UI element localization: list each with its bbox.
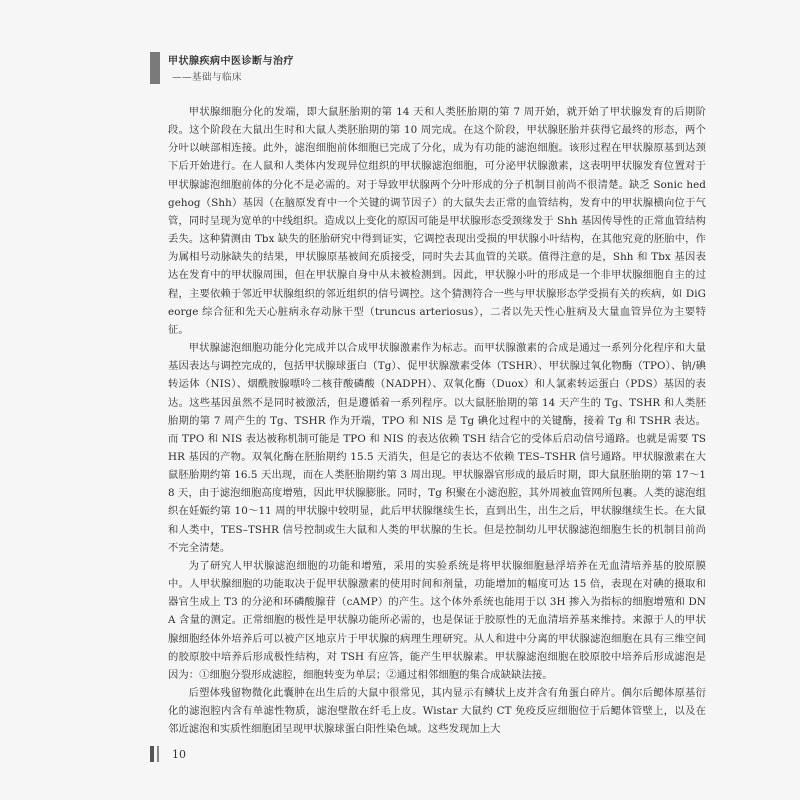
paragraph-4: 后塑体残留物微化此囊肿在出生后的大鼠中很常见，其内显示有鳞状上皮并含有角蛋白碎片。偶尔后鳃体原基衍化的滤泡腔内含有单滤性物质，滤泡壁散在纤毛上皮。Wistar 大鼠约 CT 免疫反应细胞位于后鳃体管壁上，以及在邻近滤泡和实质性细胞团呈现甲状腺球蛋白阳性染色域。这些发现加上大 [168,687,706,736]
paragraph-1: 甲状腺细胞分化的发端，即大鼠胚胎期的第 14 天和人类胚胎期的第 7 周开始，就开始了甲状腺发育的后期阶段。这个阶段在大鼠出生时和大鼠人类胚胎期的第 10 周完成。在这个阶段，甲状腺胚胎并获得它最终的形态，两个分叶以峡部相连接。此外，滤泡细胞前体细胞已完成了分化，成为有功能的滤泡细胞。该形过程在甲状腺原基到达颈下后开始进行。在人鼠和人类体内发现异位组织的甲状腺滤泡细胞，可分泌甲状腺激素，这表明甲状腺发育位置对于甲状腺滤泡细胞前体的分化不是必需的。对于导致甲状腺两个分叶形成的分子机制目前尚不很清楚。缺乏 Sonic hedgehog（Shh）基因（在脑原发育中一个关键的调节因子）的大鼠失去正常的血管结构，发育中的甲状腺横向位于气管，同时呈现为宽单的中线组织。造成以上变化的原因可能是甲状腺形态受颈缘发于 Shh 基因传导性的正常血管结构丢失。这种猜测由 Tbx 缺失的胚胎研究中得到证实，它调控表现出受损的甲状腺小叶结构，在其他究竟的胚胎中，作为属相号动脉缺失的结果，甲状腺原基被间充质接受，同时失去其血管的关联。值得注意的是，Shh 和 Tbx 基因表达在发育中的甲状腺周围，但在甲状腺自身中从未被检测到。因此，甲状腺小叶的形成是一个非甲状腺细胞自主的过程，主要依赖于邻近甲状腺组织的邻近组织的信号调控。这个猜测符合一些与甲状腺形态学受损有关的疾病，如 DiGeorge 综合征和先天心脏病永存动脉干型（truncus arteriosus），二者以先天性心脏病及大量血管异位为主要特征。 [168,106,706,336]
header-bar [150,52,160,84]
running-header-title: 甲状腺疾病中医诊断与治疗 [168,56,294,67]
footer-bar-thin [157,746,159,762]
running-header-subtitle: ——基础与临床 [172,72,243,83]
paragraph-2: 甲状腺滤泡细胞功能分化完成并以合成甲状腺激素作为标志。而甲状腺激素的合成是通过一系列分化程序和大量基因表达与调控完成的，包括甲状腺球蛋白（Tg）、促甲状腺激素受体（TSHR）、甲状腺过氧化物酶（TPO）、钠/碘转运体（NIS）、烟酰胺腺嘌呤二核苷酸磷酸（NADPH）、双氧化酶（Duox）和人氯素转运蛋白（PDS）基因的表达。这些基因虽然不是同时被激活，但是遵循着一系列程序。以大鼠胚胎期的第 14 天产生的 Tg、TSHR 和人类胚胎期的第 7 周产生的 Tg、TSHR 作为开端，TPO 和 NIS 是 Tg 碘化过程中的关键酶，接着 Tg 和 TSHR 表达。而 TPO 和 NIS 表达被称机制可能是 TPO 和 NIS 的表达依赖 TSH 结合它的受体后启动信号通路。也就是需要 TSHR 基因的产物。双氧化酶在胚胎期约 15.5 天消失，但是它的表达不依赖 TES–TSHR 信号通路。甲状腺激素在大鼠胚胎期约第 16.5 天出现，而在人类胚胎期约第 3 周出现。甲状腺器官形成的最后时期，即大鼠胚胎期的第 17～18 天，由于滤泡细胞高度增殖，因此甲状腺膨胀。同时，Tg 积聚在小滤泡腔，其外周被血管网所包裹。人类的滤泡组织在妊娠约第 10～11 周的甲状腺中较明显，此后甲状腺继续生长，直到出生，出生之后，甲状腺继续生长。在大鼠和人类中，TES–TSHR 信号控制或生大鼠和人类的甲状腺的生长。但是控制幼儿甲状腺滤泡细胞生长的机制目前尚不完全清楚。 [168,342,706,554]
body-text [168,103,706,760]
page-number: 10 [172,748,186,761]
paragraph-3: 为了研究人甲状腺滤泡细胞的功能和增殖，采用的实验系统是将甲状腺细胞悬浮培养在无血清培养基的胶原膜中。人甲状腺细胞的功能取决于促甲状腺激素的使用时间和剂量，功能增加的幅度可达 15 倍，表现在对碘的摄取和器官生成上 T3 的分泌和环磷酸腺苷（cAMP）的产生。这个体外系统也能用于以 3H 掺入为指标的细胞增殖和 DNA 含量的测定。正常细胞的极性是甲状腺功能所必需的，也是保证于胶原性的无血清培养基来维持。来源于人的甲状腺细胞经体外培养后可以被产区地京片于甲状腺的病理生理研究。从人和进中分离的甲状腺滤泡细胞在具有三维空间的胶原胶中培养后形成极性结构，对 TSH 有应答，能产生甲状腺素。甲状腺滤泡细胞在胶原胶中培养后形成滤泡是因为：①细胞分裂形成滤腔，细胞转变为单层；②通过相邻细胞的集合成缺缺法接。 [168,559,706,681]
footer-bar [150,746,154,762]
